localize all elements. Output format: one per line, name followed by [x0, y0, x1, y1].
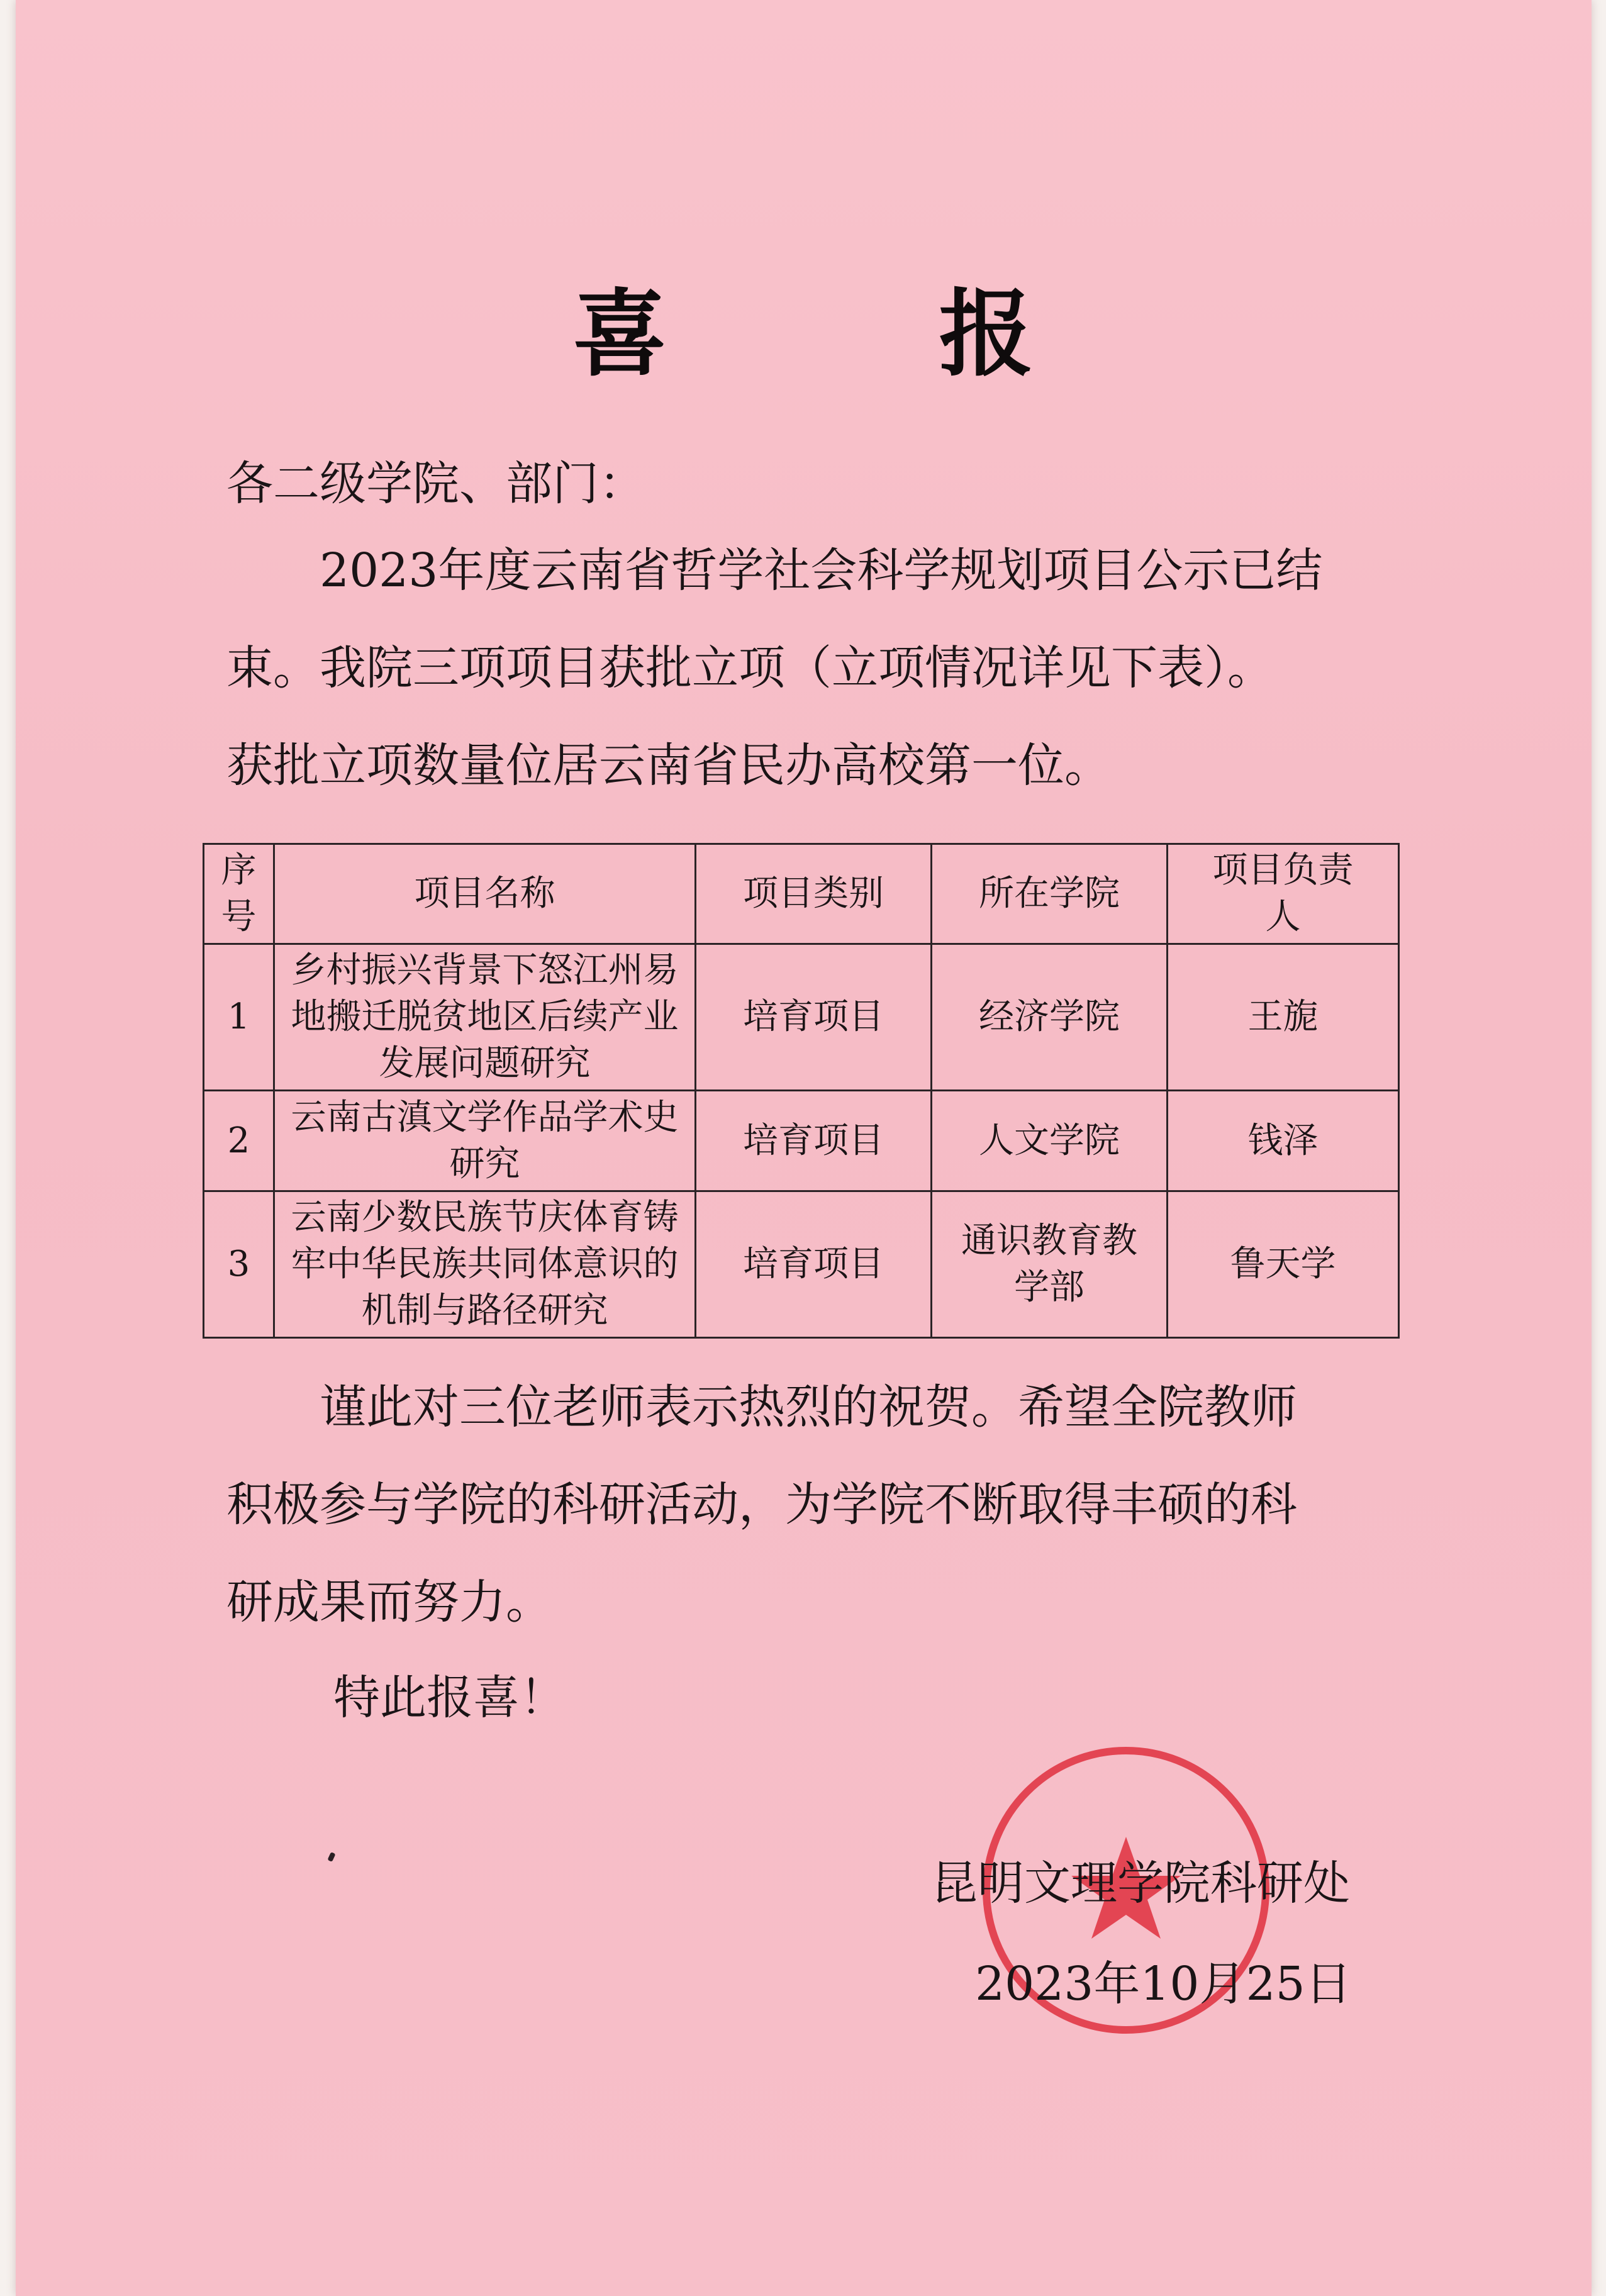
cell-seq: 2 [204, 1091, 274, 1191]
cell-school: 经济学院 [932, 944, 1168, 1091]
cell-lead: 钱泽 [1168, 1091, 1399, 1191]
congratulation-paragraph [226, 1359, 1371, 1651]
header-name: 项目名称 [274, 844, 696, 944]
cell-project-name: 乡村振兴背景下怒江州易地搬迁脱贫地区后续产业发展问题研究 [274, 944, 696, 1091]
cell-project-name: 云南古滇文学作品学术史研究 [274, 1091, 696, 1191]
cell-project-type: 培育项目 [696, 1191, 932, 1338]
signing-date: 2023年10月25日 [975, 1957, 1352, 2011]
paragraph-line: 束。我院三项项目获批立项（立项情况详见下表）。 [226, 641, 1274, 695]
signer: 昆明文理学院科研处 [931, 1856, 1350, 1910]
announcement-paragraph [226, 522, 1371, 815]
cell-seq: 3 [204, 1191, 274, 1338]
cell-seq: 1 [204, 944, 274, 1091]
paragraph-line: 2023年度云南省哲学社会科学规划项目公示已结 [320, 543, 1323, 598]
header-school: 所在学院 [932, 844, 1168, 944]
cell-project-name: 云南少数民族节庆体育铸牢中华民族共同体意识的机制与路径研究 [274, 1191, 696, 1338]
cell-lead: 王旎 [1168, 944, 1399, 1091]
table-row [204, 944, 1399, 1091]
salutation: 各二级学院、部门： [226, 457, 645, 511]
table-row [204, 1091, 1399, 1191]
paragraph-line: 谨此对三位老师表示热烈的祝贺。希望全院教师 [320, 1380, 1297, 1434]
cell-project-type: 培育项目 [696, 944, 932, 1091]
document-title: 喜 报 [572, 279, 1153, 389]
paragraph-line: 研成果而努力。 [226, 1575, 552, 1629]
table-row [204, 1191, 1399, 1338]
table-header-row [204, 844, 1399, 944]
paragraph-line: 积极参与学院的科研活动，为学院不断取得丰硕的科 [226, 1478, 1297, 1532]
paragraph-line: 获批立项数量位居云南省民办高校第一位。 [226, 738, 1111, 793]
closing-line: 特此报喜！ [333, 1671, 566, 1725]
cell-school: 通识教育教学部 [932, 1191, 1168, 1338]
cell-school: 人文学院 [932, 1091, 1168, 1191]
projects-table [203, 843, 1400, 1339]
header-lead: 项目负责人 [1168, 844, 1399, 944]
header-seq: 序号 [204, 844, 274, 944]
cell-project-type: 培育项目 [696, 1091, 932, 1191]
header-type: 项目类别 [696, 844, 932, 944]
cell-lead: 鲁天学 [1168, 1191, 1399, 1338]
